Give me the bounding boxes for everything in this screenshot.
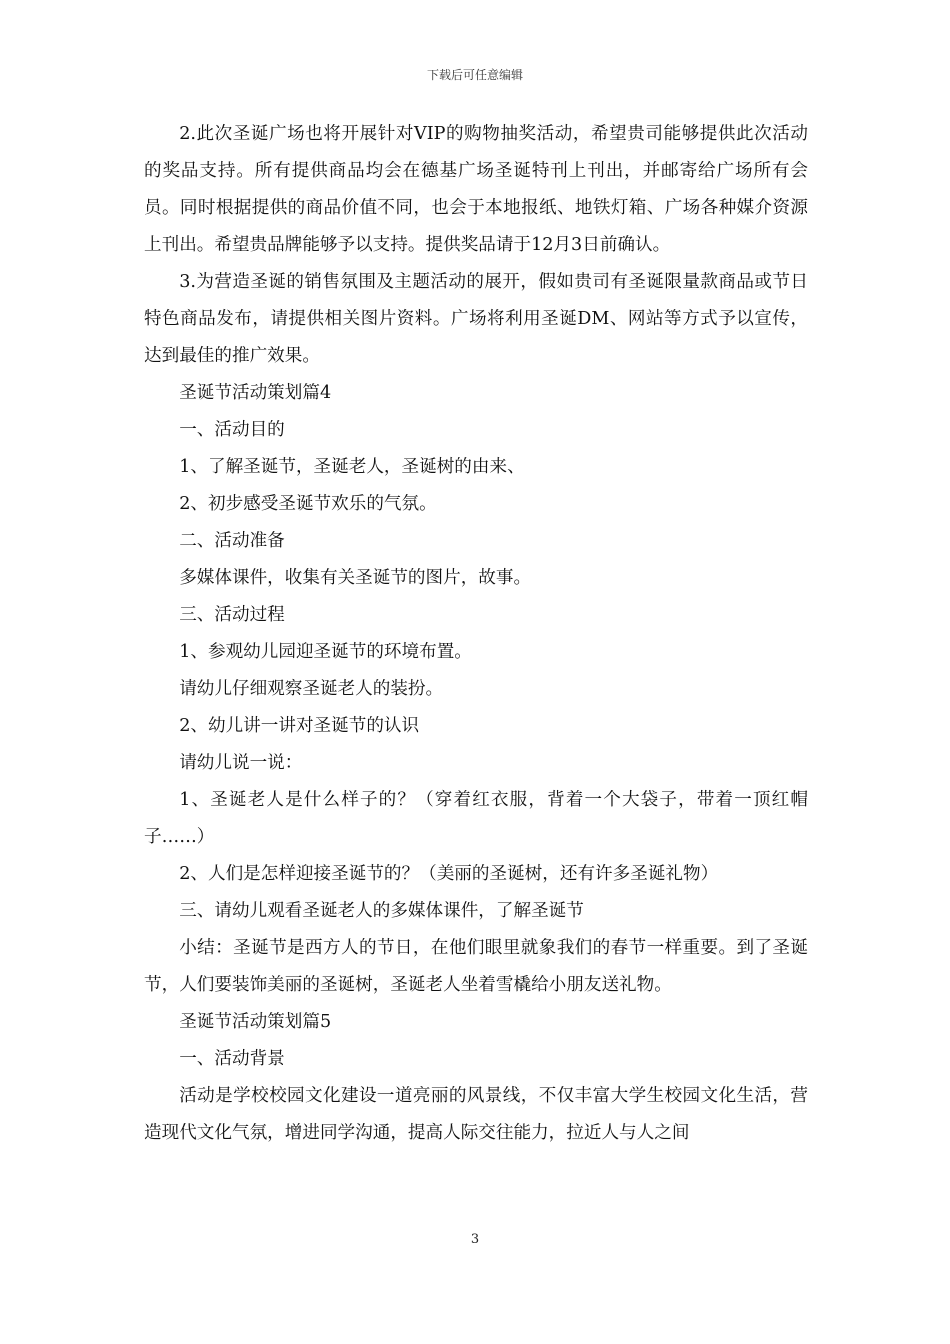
list-item: 2、人们是怎样迎接圣诞节的？（美丽的圣诞树，还有许多圣诞礼物） bbox=[179, 864, 719, 884]
list-item: 2、初步感受圣诞节欢乐的气氛。 bbox=[179, 494, 437, 514]
section-title: 圣诞节活动策划篇4 bbox=[179, 383, 332, 403]
page-header: 下载后可任意编辑 bbox=[426, 68, 523, 82]
list-item: 1、了解圣诞节，圣诞老人，圣诞树的由来、 bbox=[179, 457, 525, 477]
paragraph: 请幼儿仔细观察圣诞老人的装扮。 bbox=[179, 679, 444, 699]
section-heading: 三、活动过程 bbox=[179, 605, 285, 625]
paragraph: 2.此次圣诞广场也将开展针对VIP的购物抽奖活动，希望贵司能够提供此次活动的奖品支持。所有提供商品均会在德基广场圣诞特刊上刊出，并邮寄给广场所有会员。同时根据提供的商品价值不同，也会于本地报纸、地铁灯箱、广场各种媒介资源上刊出。希望贵品牌能够予以支持。提供奖品请于12月3日前确认。 bbox=[144, 124, 808, 255]
list-item: 2、幼儿讲一讲对圣诞节的认识 bbox=[179, 716, 420, 736]
document-body bbox=[144, 116, 808, 1152]
page-number: 3 bbox=[470, 1232, 480, 1247]
paragraph: 3.为营造圣诞的销售氛围及主题活动的展开，假如贵司有圣诞限量款商品或节日特色商品发布，请提供相关图片资料。广场将利用圣诞DM、网站等方式予以宣传，达到最佳的推广效果。 bbox=[144, 272, 808, 366]
section-heading: 一、活动目的 bbox=[179, 420, 285, 440]
paragraph: 小结：圣诞节是西方人的节日，在他们眼里就象我们的春节一样重要。到了圣诞节，人们要装饰美丽的圣诞树，圣诞老人坐着雪橇给小朋友送礼物。 bbox=[144, 938, 808, 995]
paragraph: 多媒体课件，收集有关圣诞节的图片，故事。 bbox=[179, 568, 532, 588]
paragraph: 活动是学校校园文化建设一道亮丽的风景线，不仅丰富大学生校园文化生活，营造现代文化气氛，增进同学沟通，提高人际交往能力，拉近人与人之间 bbox=[144, 1086, 808, 1143]
list-item: 1、圣诞老人是什么样子的？（穿着红衣服，背着一个大袋子，带着一顶红帽子……） bbox=[144, 790, 808, 847]
section-heading: 二、活动准备 bbox=[179, 531, 285, 551]
section-heading: 一、活动背景 bbox=[179, 1049, 285, 1069]
paragraph: 请幼儿说一说： bbox=[179, 753, 303, 773]
list-item: 1、参观幼儿园迎圣诞节的环境布置。 bbox=[179, 642, 472, 662]
section-heading: 三、请幼儿观看圣诞老人的多媒体课件，了解圣诞节 bbox=[179, 901, 584, 921]
section-title: 圣诞节活动策划篇5 bbox=[179, 1012, 332, 1032]
